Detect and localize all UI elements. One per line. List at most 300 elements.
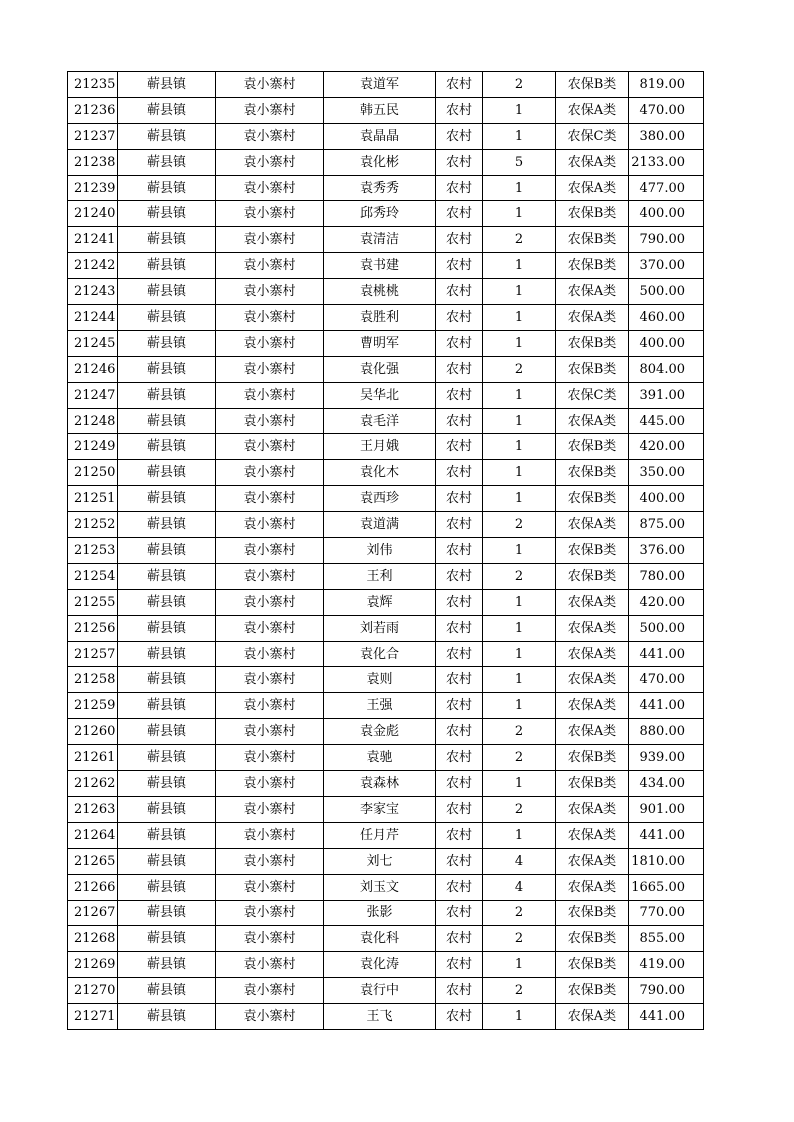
village-cell: 袁小寨村 <box>216 227 324 253</box>
township-cell: 蕲县镇 <box>118 227 216 253</box>
insurance-category-cell: 农保A类 <box>556 408 629 434</box>
household-count-cell: 2 <box>483 72 556 98</box>
township-cell: 蕲县镇 <box>118 434 216 460</box>
area-type-cell: 农村 <box>436 330 483 356</box>
household-count-cell: 1 <box>483 408 556 434</box>
area-type-cell: 农村 <box>436 382 483 408</box>
person-name-cell: 刘若雨 <box>324 615 436 641</box>
person-name-cell: 袁书建 <box>324 253 436 279</box>
insurance-category-cell: 农保A类 <box>556 1004 629 1030</box>
township-cell: 蕲县镇 <box>118 279 216 305</box>
area-type-cell: 农村 <box>436 874 483 900</box>
household-count-cell: 1 <box>483 1004 556 1030</box>
person-name-cell: 张影 <box>324 900 436 926</box>
village-cell: 袁小寨村 <box>216 667 324 693</box>
table-row <box>68 382 704 408</box>
amount-cell: 441.00 <box>629 641 704 667</box>
household-count-cell: 1 <box>483 97 556 123</box>
village-cell: 袁小寨村 <box>216 822 324 848</box>
row-id-cell: 21239 <box>68 175 118 201</box>
table-row <box>68 563 704 589</box>
table-row <box>68 460 704 486</box>
area-type-cell: 农村 <box>436 227 483 253</box>
insurance-category-cell: 农保A类 <box>556 822 629 848</box>
amount-cell: 500.00 <box>629 615 704 641</box>
person-name-cell: 袁驰 <box>324 745 436 771</box>
village-cell: 袁小寨村 <box>216 796 324 822</box>
table-row <box>68 822 704 848</box>
table-row <box>68 123 704 149</box>
township-cell: 蕲县镇 <box>118 978 216 1004</box>
village-cell: 袁小寨村 <box>216 874 324 900</box>
insurance-category-cell: 农保B类 <box>556 952 629 978</box>
area-type-cell: 农村 <box>436 848 483 874</box>
household-count-cell: 1 <box>483 589 556 615</box>
insurance-category-cell: 农保A类 <box>556 149 629 175</box>
row-id-cell: 21255 <box>68 589 118 615</box>
amount-cell: 780.00 <box>629 563 704 589</box>
row-id-cell: 21257 <box>68 641 118 667</box>
village-cell: 袁小寨村 <box>216 952 324 978</box>
village-cell: 袁小寨村 <box>216 641 324 667</box>
township-cell: 蕲县镇 <box>118 538 216 564</box>
village-cell: 袁小寨村 <box>216 72 324 98</box>
village-cell: 袁小寨村 <box>216 123 324 149</box>
person-name-cell: 袁行中 <box>324 978 436 1004</box>
person-name-cell: 任月芹 <box>324 822 436 848</box>
table-row <box>68 978 704 1004</box>
village-cell: 袁小寨村 <box>216 330 324 356</box>
row-id-cell: 21258 <box>68 667 118 693</box>
row-id-cell: 21243 <box>68 279 118 305</box>
row-id-cell: 21251 <box>68 486 118 512</box>
amount-cell: 2133.00 <box>629 149 704 175</box>
village-cell: 袁小寨村 <box>216 900 324 926</box>
village-cell: 袁小寨村 <box>216 771 324 797</box>
household-count-cell: 1 <box>483 434 556 460</box>
person-name-cell: 吴华北 <box>324 382 436 408</box>
township-cell: 蕲县镇 <box>118 356 216 382</box>
household-count-cell: 2 <box>483 719 556 745</box>
person-name-cell: 韩五民 <box>324 97 436 123</box>
area-type-cell: 农村 <box>436 719 483 745</box>
table-row <box>68 175 704 201</box>
insurance-category-cell: 农保A类 <box>556 874 629 900</box>
insurance-category-cell: 农保C类 <box>556 382 629 408</box>
amount-cell: 391.00 <box>629 382 704 408</box>
household-count-cell: 2 <box>483 356 556 382</box>
row-id-cell: 21246 <box>68 356 118 382</box>
area-type-cell: 农村 <box>436 667 483 693</box>
township-cell: 蕲县镇 <box>118 926 216 952</box>
amount-cell: 380.00 <box>629 123 704 149</box>
area-type-cell: 农村 <box>436 253 483 279</box>
table-row <box>68 719 704 745</box>
area-type-cell: 农村 <box>436 149 483 175</box>
amount-cell: 477.00 <box>629 175 704 201</box>
person-name-cell: 王利 <box>324 563 436 589</box>
area-type-cell: 农村 <box>436 615 483 641</box>
row-id-cell: 21244 <box>68 305 118 331</box>
person-name-cell: 袁道军 <box>324 72 436 98</box>
household-count-cell: 1 <box>483 822 556 848</box>
township-cell: 蕲县镇 <box>118 952 216 978</box>
amount-cell: 460.00 <box>629 305 704 331</box>
household-count-cell: 1 <box>483 305 556 331</box>
amount-cell: 500.00 <box>629 279 704 305</box>
amount-cell: 370.00 <box>629 253 704 279</box>
household-count-cell: 4 <box>483 874 556 900</box>
area-type-cell: 农村 <box>436 926 483 952</box>
area-type-cell: 农村 <box>436 538 483 564</box>
insurance-category-cell: 农保A类 <box>556 279 629 305</box>
amount-cell: 419.00 <box>629 952 704 978</box>
person-name-cell: 刘七 <box>324 848 436 874</box>
table-row <box>68 926 704 952</box>
area-type-cell: 农村 <box>436 486 483 512</box>
table-row <box>68 1004 704 1030</box>
village-cell: 袁小寨村 <box>216 615 324 641</box>
table-row <box>68 97 704 123</box>
row-id-cell: 21254 <box>68 563 118 589</box>
household-count-cell: 2 <box>483 978 556 1004</box>
person-name-cell: 袁化强 <box>324 356 436 382</box>
table-row <box>68 408 704 434</box>
row-id-cell: 21264 <box>68 822 118 848</box>
household-count-cell: 2 <box>483 926 556 952</box>
insurance-category-cell: 农保B类 <box>556 745 629 771</box>
row-id-cell: 21268 <box>68 926 118 952</box>
person-name-cell: 袁化彬 <box>324 149 436 175</box>
household-count-cell: 2 <box>483 796 556 822</box>
village-cell: 袁小寨村 <box>216 978 324 1004</box>
person-name-cell: 刘伟 <box>324 538 436 564</box>
amount-cell: 441.00 <box>629 822 704 848</box>
person-name-cell: 王强 <box>324 693 436 719</box>
person-name-cell: 袁晶晶 <box>324 123 436 149</box>
person-name-cell: 邱秀玲 <box>324 201 436 227</box>
household-count-cell: 2 <box>483 900 556 926</box>
insurance-category-cell: 农保A类 <box>556 719 629 745</box>
insurance-category-cell: 农保B类 <box>556 201 629 227</box>
township-cell: 蕲县镇 <box>118 175 216 201</box>
township-cell: 蕲县镇 <box>118 97 216 123</box>
village-cell: 袁小寨村 <box>216 201 324 227</box>
row-id-cell: 21248 <box>68 408 118 434</box>
amount-cell: 901.00 <box>629 796 704 822</box>
insurance-category-cell: 农保B类 <box>556 227 629 253</box>
row-id-cell: 21261 <box>68 745 118 771</box>
table-row <box>68 434 704 460</box>
area-type-cell: 农村 <box>436 745 483 771</box>
insurance-category-cell: 农保B类 <box>556 978 629 1004</box>
village-cell: 袁小寨村 <box>216 382 324 408</box>
table-row <box>68 848 704 874</box>
person-name-cell: 袁则 <box>324 667 436 693</box>
table-row <box>68 745 704 771</box>
row-id-cell: 21249 <box>68 434 118 460</box>
township-cell: 蕲县镇 <box>118 201 216 227</box>
household-count-cell: 1 <box>483 123 556 149</box>
row-id-cell: 21237 <box>68 123 118 149</box>
table-row <box>68 796 704 822</box>
household-count-cell: 1 <box>483 175 556 201</box>
person-name-cell: 王月娥 <box>324 434 436 460</box>
amount-cell: 770.00 <box>629 900 704 926</box>
township-cell: 蕲县镇 <box>118 745 216 771</box>
row-id-cell: 21253 <box>68 538 118 564</box>
village-cell: 袁小寨村 <box>216 253 324 279</box>
amount-cell: 939.00 <box>629 745 704 771</box>
household-count-cell: 1 <box>483 486 556 512</box>
village-cell: 袁小寨村 <box>216 745 324 771</box>
insurance-category-cell: 农保B类 <box>556 563 629 589</box>
insurance-category-cell: 农保B类 <box>556 486 629 512</box>
village-cell: 袁小寨村 <box>216 408 324 434</box>
insurance-category-cell: 农保A类 <box>556 589 629 615</box>
township-cell: 蕲县镇 <box>118 874 216 900</box>
amount-cell: 441.00 <box>629 693 704 719</box>
person-name-cell: 袁化合 <box>324 641 436 667</box>
township-cell: 蕲县镇 <box>118 460 216 486</box>
village-cell: 袁小寨村 <box>216 926 324 952</box>
person-name-cell: 袁清洁 <box>324 227 436 253</box>
household-count-cell: 1 <box>483 667 556 693</box>
amount-cell: 819.00 <box>629 72 704 98</box>
person-name-cell: 袁化木 <box>324 460 436 486</box>
household-count-cell: 1 <box>483 615 556 641</box>
township-cell: 蕲县镇 <box>118 900 216 926</box>
insurance-category-cell: 农保A类 <box>556 175 629 201</box>
insurance-category-cell: 农保B类 <box>556 356 629 382</box>
insurance-category-cell: 农保B类 <box>556 900 629 926</box>
insurance-category-cell: 农保B类 <box>556 330 629 356</box>
area-type-cell: 农村 <box>436 434 483 460</box>
insurance-category-cell: 农保B类 <box>556 434 629 460</box>
row-id-cell: 21256 <box>68 615 118 641</box>
township-cell: 蕲县镇 <box>118 615 216 641</box>
household-count-cell: 1 <box>483 460 556 486</box>
household-count-cell: 1 <box>483 253 556 279</box>
township-cell: 蕲县镇 <box>118 641 216 667</box>
area-type-cell: 农村 <box>436 1004 483 1030</box>
township-cell: 蕲县镇 <box>118 408 216 434</box>
row-id-cell: 21259 <box>68 693 118 719</box>
table-row <box>68 356 704 382</box>
household-count-cell: 1 <box>483 279 556 305</box>
person-name-cell: 李家宝 <box>324 796 436 822</box>
row-id-cell: 21236 <box>68 97 118 123</box>
row-id-cell: 21245 <box>68 330 118 356</box>
row-id-cell: 21240 <box>68 201 118 227</box>
amount-cell: 1810.00 <box>629 848 704 874</box>
village-cell: 袁小寨村 <box>216 693 324 719</box>
person-name-cell: 袁西珍 <box>324 486 436 512</box>
row-id-cell: 21235 <box>68 72 118 98</box>
township-cell: 蕲县镇 <box>118 848 216 874</box>
row-id-cell: 21265 <box>68 848 118 874</box>
insurance-category-cell: 农保A类 <box>556 848 629 874</box>
row-id-cell: 21270 <box>68 978 118 1004</box>
person-name-cell: 袁辉 <box>324 589 436 615</box>
household-count-cell: 1 <box>483 538 556 564</box>
table-row <box>68 279 704 305</box>
table-row <box>68 667 704 693</box>
data-table <box>67 71 704 1030</box>
person-name-cell: 曹明军 <box>324 330 436 356</box>
township-cell: 蕲县镇 <box>118 486 216 512</box>
area-type-cell: 农村 <box>436 771 483 797</box>
township-cell: 蕲县镇 <box>118 382 216 408</box>
table-row <box>68 589 704 615</box>
township-cell: 蕲县镇 <box>118 72 216 98</box>
village-cell: 袁小寨村 <box>216 563 324 589</box>
table-row <box>68 952 704 978</box>
row-id-cell: 21260 <box>68 719 118 745</box>
insurance-category-cell: 农保A类 <box>556 796 629 822</box>
area-type-cell: 农村 <box>436 952 483 978</box>
village-cell: 袁小寨村 <box>216 848 324 874</box>
person-name-cell: 袁道满 <box>324 512 436 538</box>
amount-cell: 350.00 <box>629 460 704 486</box>
township-cell: 蕲县镇 <box>118 796 216 822</box>
area-type-cell: 农村 <box>436 201 483 227</box>
insurance-category-cell: 农保B类 <box>556 771 629 797</box>
household-count-cell: 4 <box>483 848 556 874</box>
township-cell: 蕲县镇 <box>118 822 216 848</box>
row-id-cell: 21263 <box>68 796 118 822</box>
household-count-cell: 1 <box>483 952 556 978</box>
area-type-cell: 农村 <box>436 822 483 848</box>
household-count-cell: 1 <box>483 641 556 667</box>
village-cell: 袁小寨村 <box>216 279 324 305</box>
table-body <box>68 72 704 1030</box>
table-row <box>68 512 704 538</box>
village-cell: 袁小寨村 <box>216 97 324 123</box>
insurance-category-cell: 农保A类 <box>556 693 629 719</box>
township-cell: 蕲县镇 <box>118 253 216 279</box>
township-cell: 蕲县镇 <box>118 589 216 615</box>
table-row <box>68 900 704 926</box>
table-row <box>68 641 704 667</box>
amount-cell: 445.00 <box>629 408 704 434</box>
amount-cell: 441.00 <box>629 1004 704 1030</box>
village-cell: 袁小寨村 <box>216 486 324 512</box>
area-type-cell: 农村 <box>436 97 483 123</box>
household-count-cell: 5 <box>483 149 556 175</box>
village-cell: 袁小寨村 <box>216 538 324 564</box>
row-id-cell: 21269 <box>68 952 118 978</box>
insurance-category-cell: 农保A类 <box>556 667 629 693</box>
area-type-cell: 农村 <box>436 641 483 667</box>
township-cell: 蕲县镇 <box>118 563 216 589</box>
amount-cell: 880.00 <box>629 719 704 745</box>
area-type-cell: 农村 <box>436 408 483 434</box>
village-cell: 袁小寨村 <box>216 434 324 460</box>
row-id-cell: 21266 <box>68 874 118 900</box>
insurance-category-cell: 农保A类 <box>556 305 629 331</box>
insurance-category-cell: 农保B类 <box>556 460 629 486</box>
area-type-cell: 农村 <box>436 305 483 331</box>
amount-cell: 804.00 <box>629 356 704 382</box>
insurance-category-cell: 农保C类 <box>556 123 629 149</box>
township-cell: 蕲县镇 <box>118 149 216 175</box>
row-id-cell: 21271 <box>68 1004 118 1030</box>
area-type-cell: 农村 <box>436 356 483 382</box>
village-cell: 袁小寨村 <box>216 589 324 615</box>
person-name-cell: 袁森林 <box>324 771 436 797</box>
village-cell: 袁小寨村 <box>216 305 324 331</box>
township-cell: 蕲县镇 <box>118 123 216 149</box>
insurance-category-cell: 农保B类 <box>556 72 629 98</box>
table-row <box>68 305 704 331</box>
amount-cell: 1665.00 <box>629 874 704 900</box>
table-row <box>68 253 704 279</box>
area-type-cell: 农村 <box>436 175 483 201</box>
amount-cell: 470.00 <box>629 667 704 693</box>
township-cell: 蕲县镇 <box>118 771 216 797</box>
area-type-cell: 农村 <box>436 978 483 1004</box>
area-type-cell: 农村 <box>436 123 483 149</box>
insurance-category-cell: 农保A类 <box>556 512 629 538</box>
township-cell: 蕲县镇 <box>118 693 216 719</box>
area-type-cell: 农村 <box>436 693 483 719</box>
household-count-cell: 2 <box>483 227 556 253</box>
area-type-cell: 农村 <box>436 900 483 926</box>
amount-cell: 470.00 <box>629 97 704 123</box>
area-type-cell: 农村 <box>436 512 483 538</box>
row-id-cell: 21241 <box>68 227 118 253</box>
area-type-cell: 农村 <box>436 563 483 589</box>
person-name-cell: 刘玉文 <box>324 874 436 900</box>
table-row <box>68 72 704 98</box>
household-count-cell: 2 <box>483 563 556 589</box>
amount-cell: 420.00 <box>629 589 704 615</box>
table-row <box>68 615 704 641</box>
village-cell: 袁小寨村 <box>216 1004 324 1030</box>
table-row <box>68 771 704 797</box>
person-name-cell: 袁胜利 <box>324 305 436 331</box>
person-name-cell: 袁毛洋 <box>324 408 436 434</box>
table-row <box>68 486 704 512</box>
table-row <box>68 693 704 719</box>
village-cell: 袁小寨村 <box>216 149 324 175</box>
row-id-cell: 21262 <box>68 771 118 797</box>
village-cell: 袁小寨村 <box>216 512 324 538</box>
village-cell: 袁小寨村 <box>216 460 324 486</box>
row-id-cell: 21247 <box>68 382 118 408</box>
area-type-cell: 农村 <box>436 589 483 615</box>
table-row <box>68 227 704 253</box>
township-cell: 蕲县镇 <box>118 305 216 331</box>
table-row <box>68 538 704 564</box>
area-type-cell: 农村 <box>436 460 483 486</box>
amount-cell: 400.00 <box>629 330 704 356</box>
table-row <box>68 330 704 356</box>
village-cell: 袁小寨村 <box>216 719 324 745</box>
village-cell: 袁小寨村 <box>216 175 324 201</box>
person-name-cell: 袁化涛 <box>324 952 436 978</box>
area-type-cell: 农村 <box>436 72 483 98</box>
township-cell: 蕲县镇 <box>118 330 216 356</box>
amount-cell: 855.00 <box>629 926 704 952</box>
row-id-cell: 21252 <box>68 512 118 538</box>
township-cell: 蕲县镇 <box>118 667 216 693</box>
person-name-cell: 袁金彪 <box>324 719 436 745</box>
amount-cell: 790.00 <box>629 978 704 1004</box>
household-count-cell: 1 <box>483 771 556 797</box>
household-count-cell: 1 <box>483 201 556 227</box>
